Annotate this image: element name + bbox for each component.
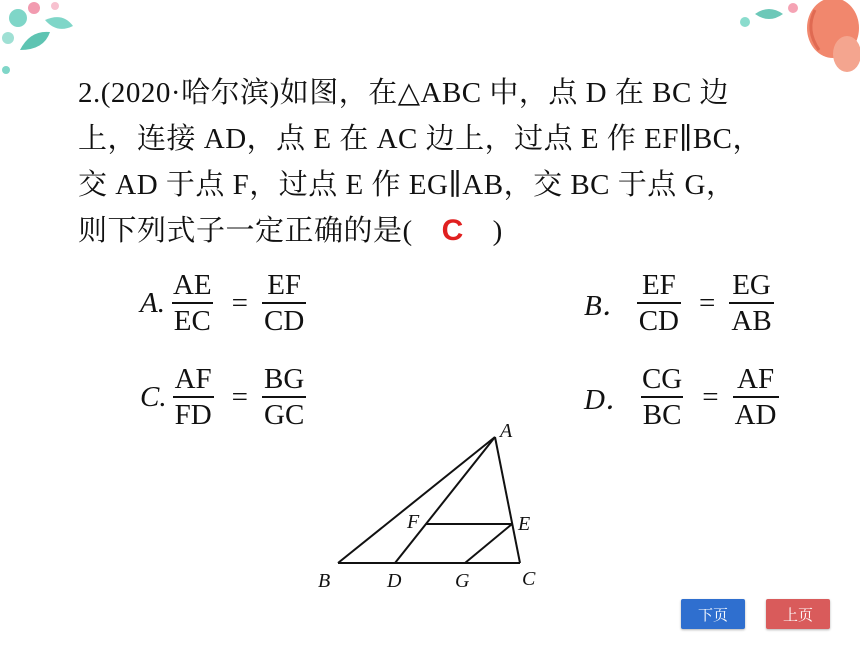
triangle-figure xyxy=(310,415,560,595)
numerator: EF xyxy=(267,269,302,301)
question-text xyxy=(78,70,798,254)
fraction-right xyxy=(729,268,773,338)
next-page-button[interactable]: 下页 xyxy=(681,599,745,629)
label-a: A xyxy=(500,420,513,442)
numerator: CG xyxy=(641,363,683,395)
numerator: EG xyxy=(732,269,771,301)
denominator: GC xyxy=(262,396,306,432)
option-b xyxy=(584,268,778,338)
option-letter: A. xyxy=(140,286,165,319)
denominator: AB xyxy=(729,302,773,338)
segment-eg xyxy=(465,524,512,563)
denominator: CD xyxy=(637,302,681,338)
option-a xyxy=(140,268,310,338)
fraction-left xyxy=(640,362,684,432)
fraction-left xyxy=(637,268,681,338)
label-e: E xyxy=(518,513,531,535)
option-letter: D． xyxy=(584,383,634,416)
segment-ab xyxy=(338,437,495,563)
fraction-left xyxy=(173,362,214,432)
label-d: D xyxy=(387,570,402,592)
question-line-2: 上，连接 AD，点 E 在 AC 边上，过点 E 作 EF∥BC， xyxy=(78,123,763,155)
segment-ad xyxy=(395,437,495,563)
option-c xyxy=(140,362,310,432)
numerator: BG xyxy=(264,363,305,395)
fraction-right xyxy=(262,362,306,432)
denominator: EC xyxy=(172,302,213,338)
equals-sign: = xyxy=(231,286,248,319)
option-letter: C. xyxy=(140,380,167,413)
label-c: C xyxy=(522,568,536,590)
fraction-right xyxy=(262,268,306,338)
equals-sign: = xyxy=(231,380,249,413)
numerator: EF xyxy=(641,269,676,301)
equals-sign: = xyxy=(699,286,716,319)
numerator: AE xyxy=(172,269,212,301)
previous-page-button[interactable]: 上页 xyxy=(766,599,830,629)
option-d xyxy=(584,362,783,432)
fraction-left xyxy=(171,268,214,338)
denominator: AD xyxy=(733,396,779,432)
denominator: CD xyxy=(262,302,306,338)
question-line-4 xyxy=(78,208,798,254)
option-letter: B． xyxy=(584,289,631,322)
equals-sign: = xyxy=(702,380,719,413)
question-line-4-suffix: ) xyxy=(492,215,503,247)
numerator: AF xyxy=(737,363,775,395)
question-line-1: 2.(2020·哈尔滨)如图，在△ABC 中，点 D 在 BC 边 xyxy=(78,77,730,109)
fraction-right xyxy=(733,362,779,432)
label-b: B xyxy=(318,570,331,592)
corner-flower-top-left xyxy=(0,0,90,85)
denominator: FD xyxy=(173,396,214,432)
denominator: BC xyxy=(641,396,684,432)
label-f: F xyxy=(407,511,420,533)
question-line-3: 交 AD 于点 F，过点 E 作 EG∥AB，交 BC 于点 G， xyxy=(78,169,736,201)
label-g: G xyxy=(455,570,470,592)
question-line-4-prefix: 则下列式子一定正确的是( xyxy=(78,215,413,247)
segment-ac xyxy=(495,437,520,563)
numerator: AF xyxy=(174,363,212,395)
answer-mark: C xyxy=(441,214,464,247)
